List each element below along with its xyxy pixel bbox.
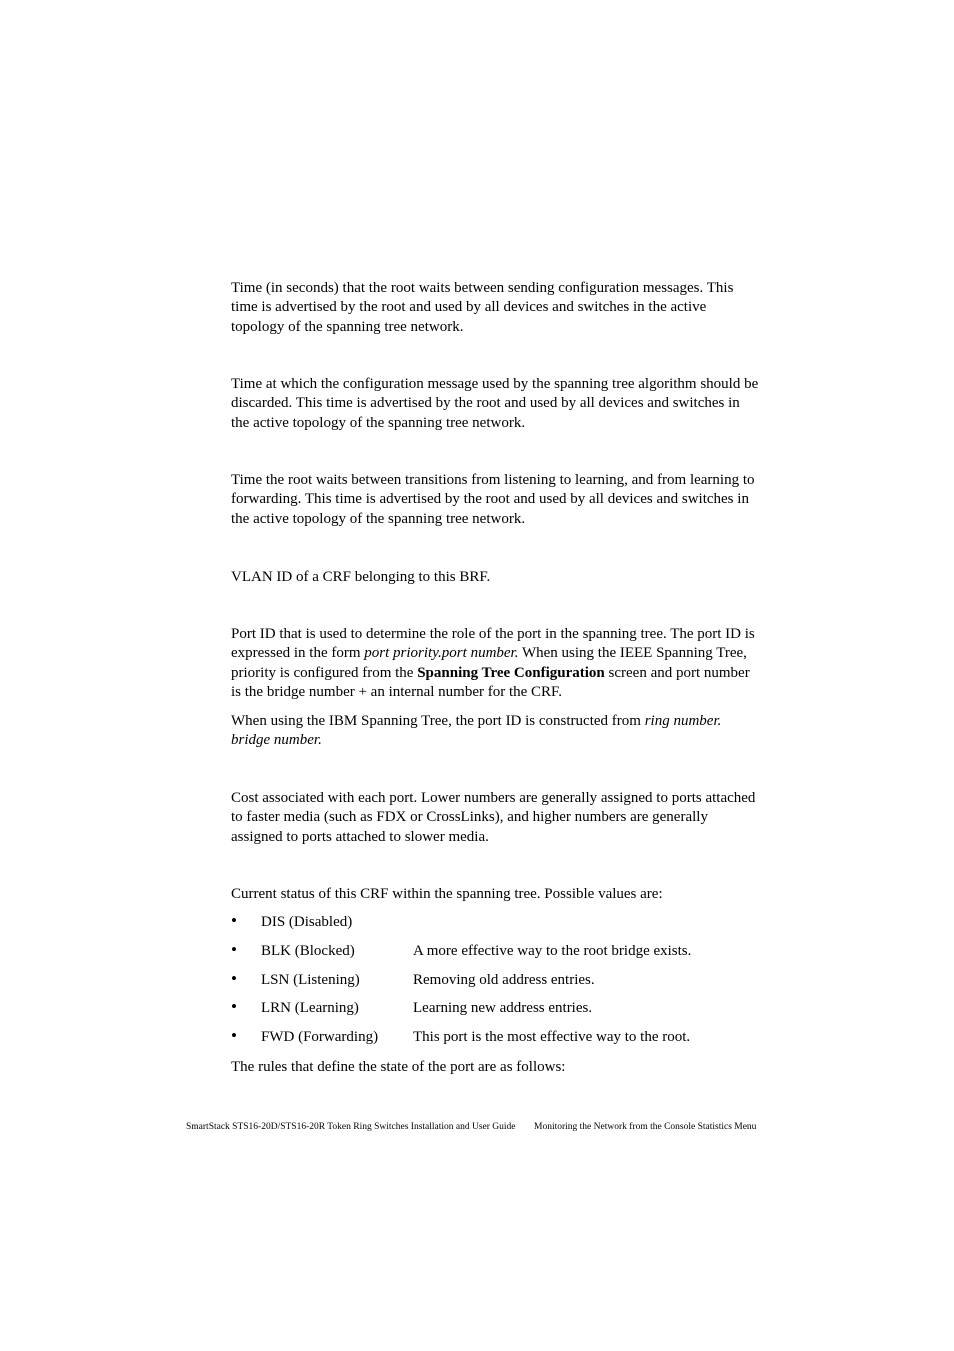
state-desc: This port is the most effective way to the root. — [413, 1029, 691, 1046]
list-item — [231, 913, 761, 942]
vlan-id-description: VLAN ID of a CRF belonging to this BRF. — [231, 569, 491, 585]
state-desc: A more effective way to the root bridge exists. — [413, 942, 692, 959]
state-term: FWD (Forwarding) — [261, 1029, 379, 1046]
ibm-port-id-text-1: When using the IBM Spanning Tree, the port ID is constructed from — [231, 713, 645, 729]
ibm-port-id-format-italic: ring number. bridge number. — [231, 713, 722, 749]
list-item — [231, 968, 761, 1000]
ibm-port-id-description — [231, 712, 761, 751]
state-term: LSN (Listening) — [261, 971, 360, 988]
max-age-description: Time at which the configuration message used by the spanning tree algorithm should be discarded. This time is advertised by the root and used by all devices and switches in the active topology of the spanning tree network. — [231, 376, 759, 431]
port-state-list — [231, 913, 761, 1057]
path-cost-description: Cost associated with each port. Lower numbers are generally assigned to ports attached to faster media (such as FDX or CrossLinks), and higher numbers are generally assigned to ports attached to slower media. — [231, 790, 756, 845]
bullet-icon: • — [231, 997, 237, 1017]
rules-intro: The rules that define the state of the port are as follows: — [231, 1059, 566, 1075]
bullet-icon: • — [231, 939, 237, 959]
port-id-format-italic: port priority.port number. — [364, 645, 519, 662]
list-item — [231, 999, 761, 1028]
list-item — [231, 1028, 761, 1057]
port-id-text-1: Port ID that is used to determine the role of the port in the spanning tree. The port ID is expressed in the form — [231, 626, 755, 662]
spanning-tree-config-bold: Spanning Tree Configuration — [417, 664, 605, 681]
state-term: LRN (Learning) — [261, 1000, 359, 1017]
forward-delay-description: Time the root waits between transitions from listening to learning, and from learning to forwarding. This time is advertised by the root and used by all devices and switches in the active topology of the spanning tree network. — [231, 472, 755, 527]
state-desc: Removing old address entries. — [413, 971, 595, 988]
port-id-description — [231, 625, 761, 703]
bullet-icon: • — [231, 911, 237, 930]
state-term: BLK (Blocked) — [261, 942, 355, 959]
footer-book-title: SmartStack STS16-20D/STS16-20R Token Ring Switches Installation and User Guide — [186, 1122, 516, 1132]
bullet-icon: • — [231, 968, 237, 988]
port-id-text-2: When using the IEEE Spanning Tree, priority is configured from the — [231, 645, 747, 681]
state-intro: Current status of this CRF within the spanning tree. Possible values are: — [231, 886, 663, 902]
hello-time-description: Time (in seconds) that the root waits between sending configuration messages. This time is advertised by the root and used by all devices and switches in the active topology of the spanning tree network. — [231, 280, 734, 335]
footer-chapter-title: Monitoring the Network from the Console Statistics Menu — [534, 1122, 757, 1132]
bullet-icon: • — [231, 1026, 237, 1046]
port-id-text-3: screen and port number is the bridge number + an internal number for the CRF. — [231, 664, 750, 701]
state-desc: Learning new address entries. — [413, 1000, 593, 1017]
state-term: DIS (Disabled) — [261, 914, 353, 930]
list-item — [231, 939, 761, 971]
